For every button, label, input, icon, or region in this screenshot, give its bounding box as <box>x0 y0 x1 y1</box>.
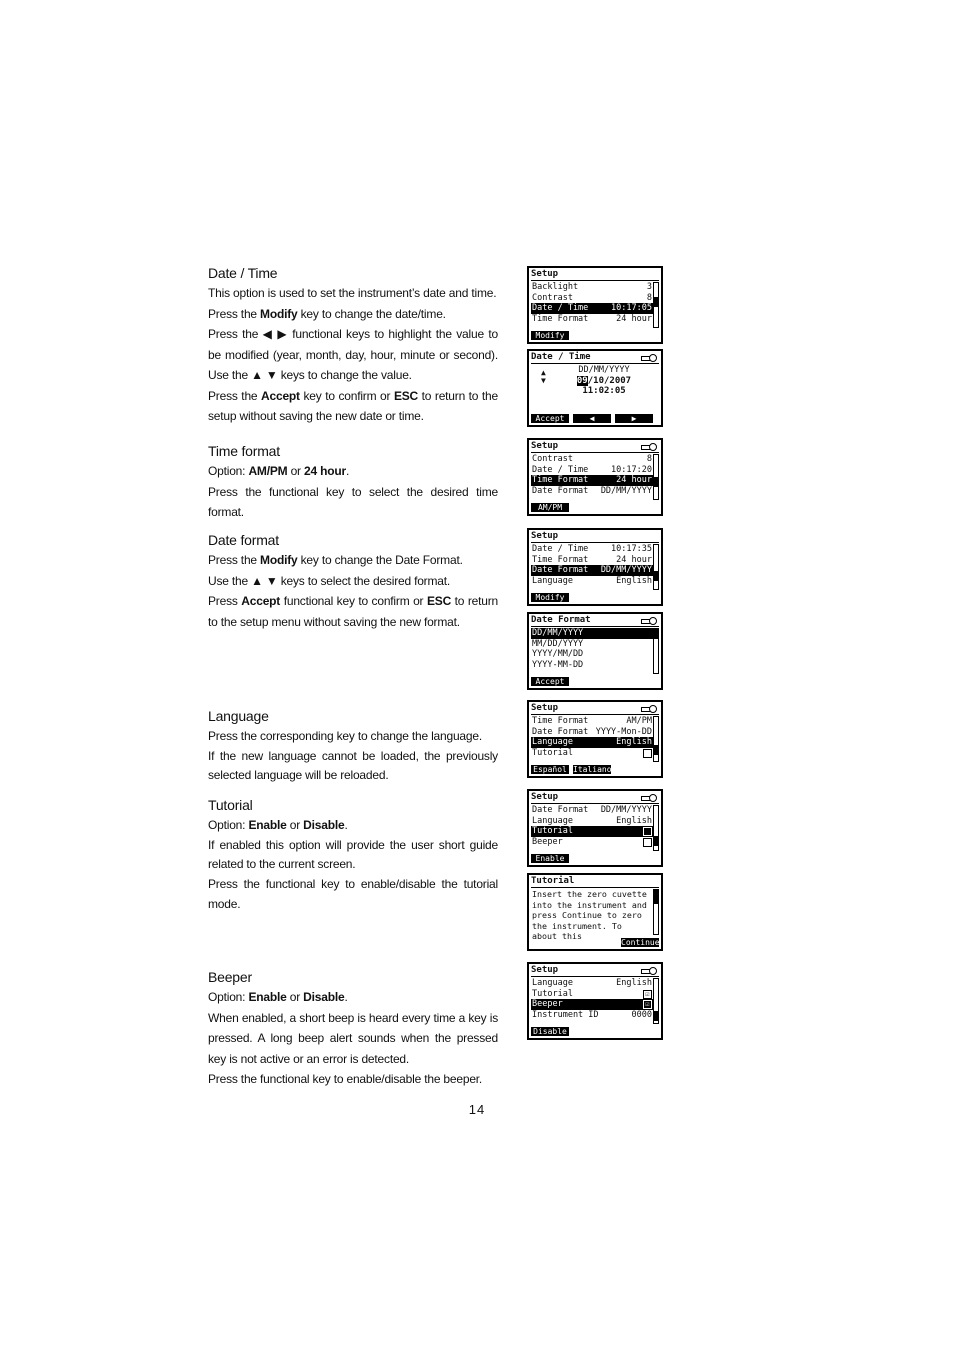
page-number: 14 <box>468 1102 486 1117</box>
menu-row-selected: Tutorial <box>531 826 653 837</box>
battery-icon <box>641 443 657 450</box>
lcd-screen-setup-timeformat <box>527 438 663 516</box>
scrollbar <box>653 454 659 500</box>
screen-title: Setup <box>531 531 659 543</box>
paragraph: Press the Modify key to change the date/time. <box>208 306 446 321</box>
menu-row: Backlight 3 <box>532 282 652 292</box>
up-down-arrows-icon: ▲ ▼ <box>251 573 278 588</box>
date-format-label: DD/MM/YYYY <box>578 365 630 375</box>
menu-row: Date Format DD/MM/YYYY <box>532 486 652 497</box>
paragraph: Press the Modify key to change the Date Format. <box>208 553 463 567</box>
screen-title: Setup <box>531 703 559 713</box>
left-right-arrows-icon: ◀ ▶ <box>262 327 288 341</box>
menu-row-selected: Time Format 24 hour <box>532 475 652 486</box>
checked-checkbox-icon: ☑ <box>643 990 652 999</box>
menu-row: Language English <box>532 815 652 826</box>
paragraph: If the new language cannot be loaded, the previously selected language will be reloaded. <box>208 748 498 782</box>
time-value: 11:02:05 <box>582 386 626 397</box>
option-line: Option: Enable or Disable. <box>208 990 348 1004</box>
option-line: Option: AM/PM or 24 hour. <box>208 464 350 478</box>
section-heading: Language <box>208 708 269 724</box>
checked-checkbox-icon: ☑ <box>643 1000 652 1009</box>
menu-row: Language English <box>532 978 652 988</box>
section-date-format <box>208 531 498 632</box>
section-heading: Date format <box>208 532 279 548</box>
section-beeper <box>208 968 498 1090</box>
menu-row: Date Format DD/MM/YYYY <box>532 805 652 815</box>
scrollbar <box>653 889 659 935</box>
section-heading: Date / Time <box>208 265 278 281</box>
menu-row: Tutorial <box>531 748 653 759</box>
section-heading: Beeper <box>208 969 252 985</box>
screen-title: Date / Time <box>531 352 591 362</box>
checkbox-icon <box>643 749 652 758</box>
section-heading: Tutorial <box>208 797 253 813</box>
continue-key[interactable]: Continue <box>621 938 660 947</box>
up-down-arrows-icon: ▲ ▼ <box>251 368 278 382</box>
paragraph: Press Accept functional key to confirm or ESC to return to the setup menu without saving the new format. <box>208 594 498 629</box>
espanol-key[interactable]: Español <box>531 765 569 774</box>
menu-row: Time Format 24 hour <box>532 314 652 325</box>
menu-row-selected: Date / Time 10:17:05 <box>532 303 652 314</box>
format-option[interactable]: YYYY-MM-DD <box>532 660 584 671</box>
battery-icon <box>641 967 657 974</box>
accept-key[interactable]: Accept <box>531 677 569 686</box>
screen-title: Tutorial <box>531 876 659 888</box>
menu-row: Language English <box>532 576 652 587</box>
checkbox-icon <box>643 827 652 836</box>
menu-row-selected: Date Format DD/MM/YYYY <box>532 565 652 576</box>
up-down-arrows-icon: ▲ ▼ <box>541 368 546 385</box>
right-key[interactable]: ▶ <box>615 414 653 423</box>
menu-row-selected: Beeper ☑ <box>531 999 653 1010</box>
menu-row: Date / Time 10:17:20 <box>532 464 652 475</box>
section-time-format <box>208 442 498 523</box>
paragraph: Press the functional key to select the desired time format. <box>208 484 498 519</box>
scrollbar <box>653 978 659 1024</box>
lcd-screen-tutorial <box>527 873 663 951</box>
lcd-screen-date-time <box>527 349 663 427</box>
menu-row: Contrast 8 <box>532 454 652 464</box>
italiano-key[interactable]: Italiano <box>573 765 612 774</box>
menu-row: Tutorial ☑ <box>531 989 653 1000</box>
paragraph: Press the Accept key to confirm or ESC to return to the setup without saving the new date or time. <box>208 388 499 423</box>
battery-icon <box>641 794 657 801</box>
menu-row: Date Format YYYY-Mon-DD <box>532 726 652 737</box>
lcd-screen-date-format <box>527 612 663 690</box>
lcd-screen-setup-language <box>527 700 663 778</box>
lcd-screen-setup-beeper <box>527 962 663 1040</box>
format-option[interactable]: MM/DD/YYYY <box>532 638 584 649</box>
modify-key[interactable]: Modify <box>531 331 569 340</box>
menu-row-selected: Language English <box>532 737 652 748</box>
paragraph: If enabled this option will provide the user short guide related to the current screen. <box>208 837 498 871</box>
screen-title: Date Format <box>531 615 591 625</box>
battery-icon <box>641 705 657 712</box>
menu-row: Time Format AM/PM <box>532 716 652 726</box>
screen-title: Setup <box>531 792 559 802</box>
section-tutorial <box>208 796 498 915</box>
format-option-selected[interactable]: DD/MM/YYYY <box>531 628 653 639</box>
screen-title: Setup <box>531 269 659 281</box>
section-heading: Time format <box>208 443 280 459</box>
screen-title: Setup <box>531 441 559 451</box>
scrollbar <box>653 544 659 590</box>
lcd-screen-setup-tutorial <box>527 789 663 867</box>
paragraph: Press the corresponding key to change the language. <box>208 729 482 743</box>
paragraph: Press the ◀ ▶ functional keys to highlight the value to be modified (year, month, day, hour, minute or second). Use the ▲ ▼ keys to change the value. <box>208 327 498 382</box>
lcd-screen-setup-datetime <box>527 266 663 344</box>
disable-key[interactable]: Disable <box>531 1027 569 1036</box>
menu-row: Instrument ID 0000 <box>532 1010 652 1021</box>
screen-title: Setup <box>531 965 559 975</box>
paragraph: When enabled, a short beep is heard every time a key is pressed. A long beep alert sounds when the pressed key is not active or an error is detected. <box>208 1010 498 1066</box>
battery-icon <box>641 354 657 361</box>
option-line: Option: Enable or Disable. <box>208 818 348 832</box>
menu-row: Time Format 24 hour <box>532 554 652 565</box>
checkbox-icon <box>643 838 652 847</box>
section-language <box>208 707 498 785</box>
accept-key[interactable]: Accept <box>531 414 569 423</box>
menu-row: Date / Time 10:17:35 <box>532 544 652 554</box>
paragraph: Press the functional key to enable/disable the tutorial mode. <box>208 876 498 911</box>
enable-key[interactable]: Enable <box>531 854 569 863</box>
left-key[interactable]: ◀ <box>573 414 611 423</box>
paragraph: This option is used to set the instrument’s date and time. <box>208 286 497 300</box>
selected-field[interactable]: 09 <box>576 375 588 386</box>
paragraph: Use the ▲ ▼ keys to select the desired format. <box>208 573 451 588</box>
tutorial-text: Insert the zero cuvette into the instrument and press Continue to zero the instrument. To about this <box>532 889 647 941</box>
scrollbar <box>653 628 659 674</box>
format-option[interactable]: YYYY/MM/DD <box>532 649 584 660</box>
scrollbar <box>653 805 659 851</box>
scrollbar <box>653 716 659 762</box>
lcd-screen-setup-dateformat <box>527 528 663 606</box>
modify-key[interactable]: Modify <box>531 593 569 602</box>
menu-row: Beeper <box>531 837 653 848</box>
menu-row: Contrast 8 <box>532 292 652 303</box>
battery-icon <box>641 617 657 624</box>
scrollbar <box>653 282 659 328</box>
date-value: /10/2007 <box>587 375 632 386</box>
am-pm-key[interactable]: AM/PM <box>531 503 569 512</box>
section-date-time <box>208 264 498 427</box>
paragraph: Press the functional key to enable/disable the beeper. <box>208 1072 483 1086</box>
